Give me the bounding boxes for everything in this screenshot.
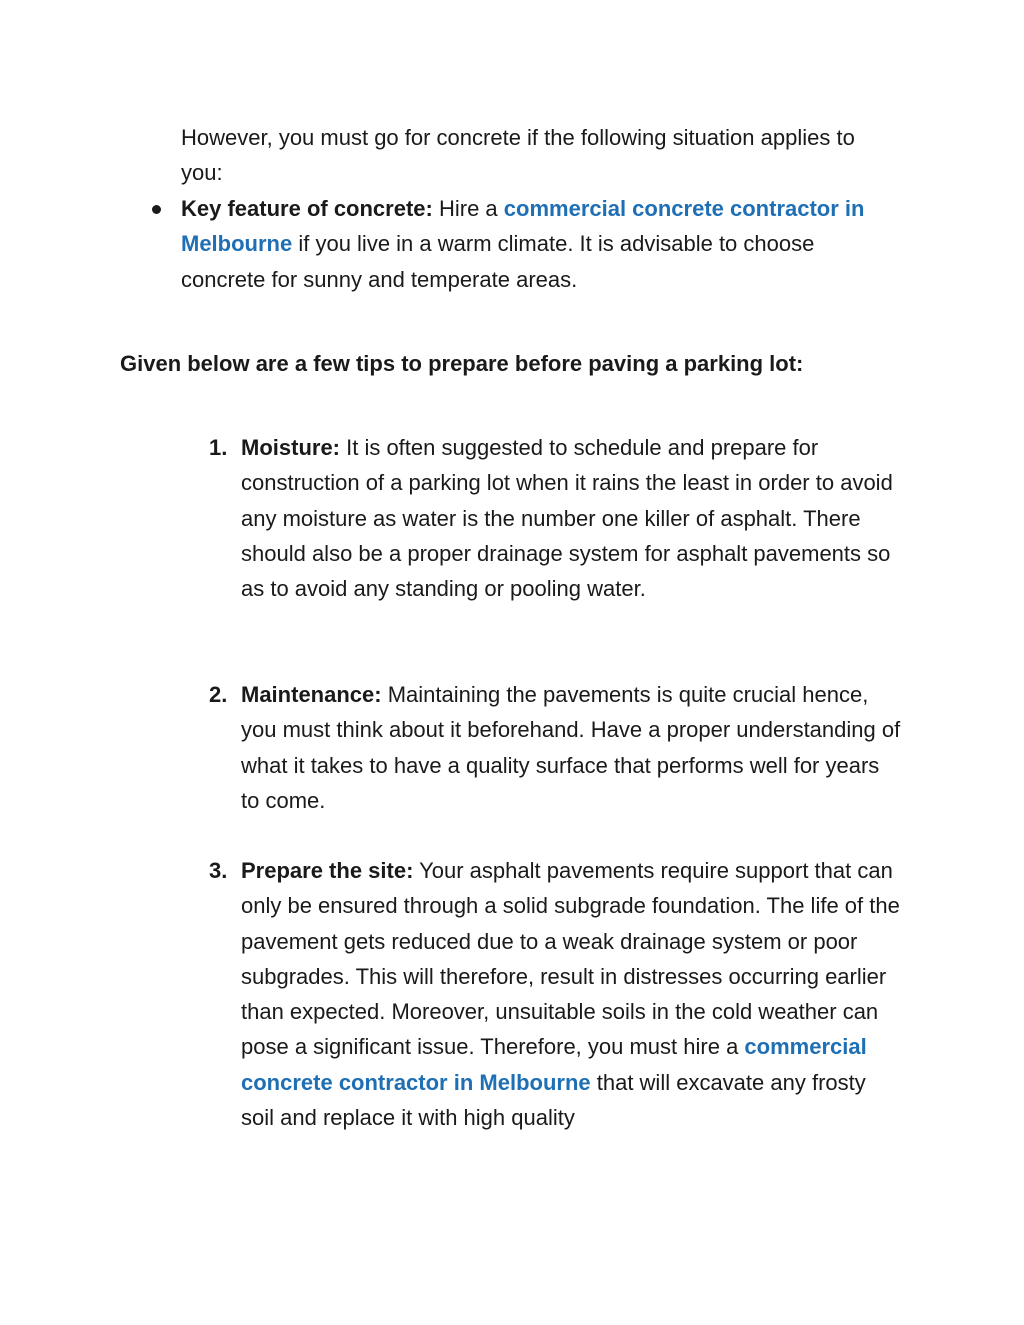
list-item-maintenance [209, 677, 901, 818]
bullet-text-after-link: if you live in a warm climate. It is advisable to choose concrete for sunny and temperate areas. [181, 231, 815, 292]
section-heading: Given below are a few tips to prepare before paving a parking lot: [120, 351, 804, 376]
list-item-prepare-site [209, 853, 901, 1135]
list-item-label: Moisture: [241, 435, 340, 460]
list-number: 1. [209, 435, 228, 460]
contractor-link[interactable]: commercial concrete contractor in Melbourne [181, 196, 865, 257]
list-item-text: Maintaining the pavements is quite crucial hence, you must think about it beforehand. Have a proper understanding of what it takes to have a quality surface that performs well for years to come. [241, 682, 901, 813]
intro-text: However, you must go for concrete if the following situation applies to you: [181, 125, 855, 186]
list-item-body [241, 853, 901, 1135]
list-item-body [241, 677, 901, 818]
list-item-text-after-link: that will excavate any frosty soil and replace it with high quality [241, 1069, 866, 1131]
list-item-moisture [209, 430, 901, 606]
contractor-link[interactable]: commercial concrete contractor in Melbourne [241, 1034, 867, 1095]
list-item-text: Your asphalt pavements require support that can only be ensured through a solid subgrade foundation. The life of the pavement gets reduced due to a weak drainage system or poor subgrades. This will therefore, result in distresses occurring earlier than expected. Moreover, unsuitable soils in the cold weather can pose a significant issue. Therefore, you must hire a [241, 858, 900, 1060]
list-item-label: Prepare the site: [241, 858, 414, 883]
list-number: 2. [209, 682, 228, 707]
bullet-label: Key feature of concrete: [181, 196, 433, 221]
list-item-body [241, 430, 901, 606]
intro-paragraph [181, 120, 881, 191]
list-item-label: Maintenance: [241, 682, 382, 707]
bullet-text-before-link: Hire a [432, 196, 504, 221]
bullet-item-concrete [181, 191, 901, 297]
list-number: 3. [209, 858, 228, 883]
list-item-text: It is often suggested to schedule and prepare for construction of a parking lot when it rains the least in order to avoid any moisture as water is the number one killer of asphalt. There should also be a proper drainage system for asphalt pavements so as to avoid any standing or pooling water. [241, 435, 893, 602]
bullet-dot-icon [152, 205, 161, 214]
